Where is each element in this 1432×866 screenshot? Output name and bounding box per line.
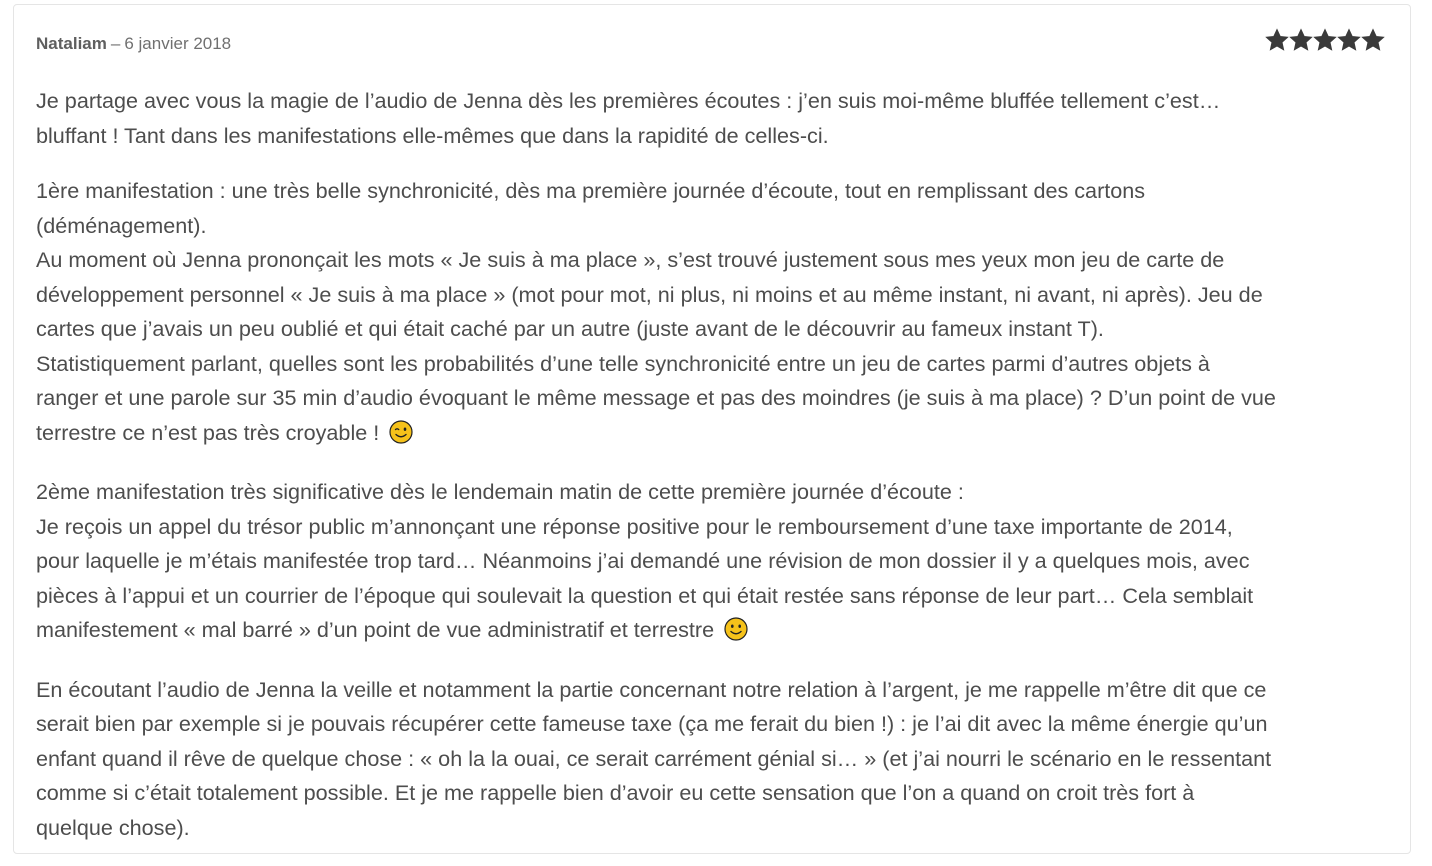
review-line: Je partage avec vous la magie de l’audio de Jenna dès les premières écoutes : j’en suis moi-même bluffée tellement c’est… [36,88,1221,113]
review-line: manifestement « mal barré » d’un point de vue administratif et terrestre [36,613,1396,652]
star-rating [1265,28,1385,52]
review-line: comme si c’était totalement possible. Et je me rappelle bien d’avoir eu cette sensation que l’on a quand on croit très fort à [36,780,1195,805]
review-paragraph [36,475,1396,652]
review-text [36,84,1396,866]
review-line: pièces à l’appui et un courrier de l’époque qui soulevait la question et qui était restée sans réponse de leur part… Cela semblait [36,582,1254,608]
review-line: Je reçois un appel du trésor public m’annonçant une réponse positive pour le remboursement d’une taxe importante de 2014, [36,513,1233,539]
review-line: (déménagement). [36,212,207,238]
review-date: 6 janvier 2018 [124,34,232,53]
review-line: ranger et une parole sur 35 min d’audio évoquant le même message et pas des moindres (je suis à ma place) ? D’un point de vue [36,385,1276,410]
review-line: développement personnel « Je suis à ma place » (mot pour mot, ni plus, ni moins et au même instant, ni avant, ni après). Jeu de [36,281,1263,307]
star-icon [1289,28,1313,52]
meta-separator: – [110,34,121,53]
review-author: Nataliam [36,34,107,53]
review-line: serait bien par exemple si je pouvais récupérer cette fameuse taxe (ça me ferait du bien !) : je l’ai dit avec la même énergie qu’un [36,711,1268,736]
review-line: 1ère manifestation : une très belle synchronicité, dès ma première journée d’écoute, tout en remplissant des cartons [36,178,1146,203]
star-icon [1313,28,1337,52]
review-line: En écoutant l’audio de Jenna la veille et notamment la partie concernant notre relation à l’argent, je me rappelle m’être dit que ce [36,676,1267,702]
review-line: Statistiquement parlant, quelles sont les probabilités d’une telle synchronicité entre un jeu de cartes parmi d’autres objets à [36,350,1210,376]
review-paragraph [36,84,1396,153]
review-line: cartes que j’avais un peu oublié et qui était caché par un autre (juste avant de le découvrir au fameux instant T). [36,316,1104,341]
star-icon [1265,28,1289,52]
review-line: quelque chose). [36,814,190,840]
wink-emoji-icon [389,420,413,455]
review-line: bluffant ! Tant dans les manifestations elle-mêmes que dans la rapidité de celles-ci. [36,122,829,148]
smile-emoji-icon [724,617,748,652]
review-line: 2ème manifestation très significative dès le lendemain matin de cette première journée d’écoute : [36,479,964,504]
review-meta [36,34,231,54]
review-line: enfant quand il rêve de quelque chose : « oh la la ouai, ce serait carrément génial si… » (et j’ai nourri le scénario en le ressentant [36,745,1272,771]
review-paragraph [36,673,1396,846]
review-line: pour laquelle je m’étais manifestée trop tard… Néanmoins j’ai demandé une révision de mon dossier il y a quelques mois, avec [36,548,1250,573]
review-line: terrestre ce n’est pas très croyable ! [36,416,1396,455]
review-paragraph [36,174,1396,454]
review-card [13,4,1411,854]
star-icon [1361,28,1385,52]
review-line: Au moment où Jenna prononçait les mots « Je suis à ma place », s’est trouvé justement sous mes yeux mon jeu de carte de [36,247,1225,272]
star-icon [1337,28,1361,52]
